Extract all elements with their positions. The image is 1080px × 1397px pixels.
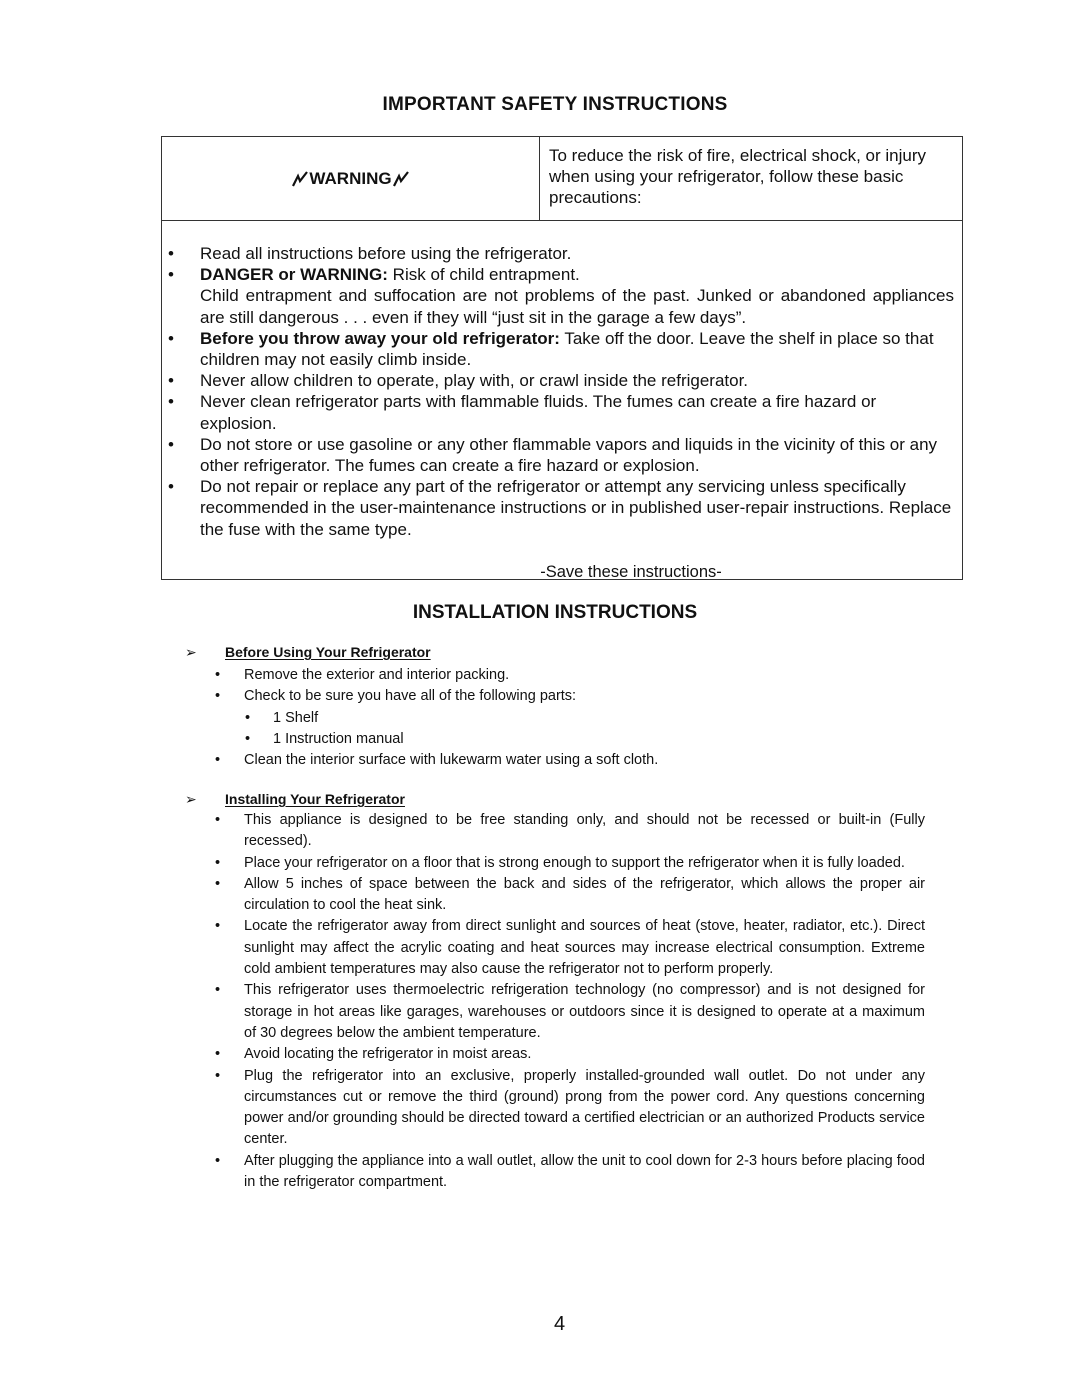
list-item: • Do not repair or replace any part of the refrigerator or attempt any servicing unless specifically recommended in the user-maintenance instructions or in published user-repair instructions. Replace the fuse with the same type. [168, 477, 952, 539]
arrow-bullet-icon: ➢ [185, 791, 197, 807]
warning-label: WARNING [309, 168, 392, 188]
list-item: • Before you throw away your old refrigerator: Take off the door. Leave the shelf in place so that children may not easily climb inside. [168, 328, 934, 370]
arrow-bullet-icon: ➢ [185, 644, 197, 660]
save-instructions-note: -Save these instructions- [540, 563, 722, 581]
page-number: 4 [554, 1313, 566, 1335]
list-item: • Check to be sure you have all of the following parts: [215, 688, 577, 705]
list-item: • Read all instructions before using the refrigerator. [168, 244, 572, 263]
parts-list-item: • 1 Shelf [245, 709, 319, 726]
parts-list-item: • 1 Instruction manual [245, 730, 404, 747]
list-item: • After plugging the appliance into a wall outlet, allow the unit to cool down for 2-3 hours before placing food in the refrigerator compartment. [215, 1152, 925, 1191]
installing-list [212, 810, 925, 1193]
list-item: • Never clean refrigerator parts with flammable fluids. The fumes can create a fire hazard or explosion. [168, 392, 877, 433]
list-item: • Locate the refrigerator away from direct sunlight and sources of heat (stove, heater, radiator, etc.). Direct sunlight may affect the acrylic coating and heat sources may increase electrical consumption. Extreme cold ambient temperatures may also cause the refrigerator not to perform properly. [215, 918, 925, 978]
list-item: • Allow 5 inches of space between the back and sides of the refrigerator, which allows the proper air circulation to cool the heat sink. [215, 875, 925, 914]
list-item: • Do not store or use gasoline or any other flammable vapors and liquids in the vicinity of this or any other refrigerator. The fumes can create a fire hazard or explosion. [168, 434, 938, 476]
before-using-list [212, 665, 925, 771]
warning-text: To reduce the risk of fire, electrical shock, or injury when using your refrigerator, follow these basic precautions: [549, 146, 926, 207]
list-item: • Place your refrigerator on a floor that is strong enough to support the refrigerator when it is fully loaded. [215, 854, 905, 871]
section-heading-installing: ➢ Installing Your Refrigerator [185, 791, 405, 807]
list-continuation: Child entrapment and suffocation are not problems of the past. Junked or abandoned appliances are still dangerous . . . even if they will “just sit in the garage a few days”. [200, 286, 954, 327]
list-item: • DANGER or WARNING: Risk of child entrapment. [168, 265, 580, 285]
lightning-icon [291, 170, 309, 188]
section-heading-before-using: ➢ Before Using Your Refrigerator [185, 644, 431, 660]
warning-label-cell [162, 137, 540, 220]
list-item: • This appliance is designed to be free standing only, and should not be recessed or built-in (Fully recessed). [215, 812, 925, 850]
list-item: • Avoid locating the refrigerator in moist areas. [215, 1046, 532, 1063]
safety-list [162, 243, 962, 540]
list-item: • Remove the exterior and interior packing. [215, 667, 510, 683]
installation-title: INSTALLATION INSTRUCTIONS [412, 602, 698, 623]
list-item: • This refrigerator uses thermoelectric refrigeration technology (no compressor) and is not designed for storage in hot areas like garages, warehouses or outdoors since it is designed to operate at a maximum of 30 degrees below the ambient temperature. [215, 982, 925, 1041]
list-item: • Clean the interior surface with lukewarm water using a soft cloth. [215, 752, 659, 769]
lightning-icon [392, 170, 410, 188]
list-item: • Plug the refrigerator into an exclusive, properly installed-grounded wall outlet. Do not under any circumstances cut or remove the third (ground) prong from the power cord. Any questions concerning power and/or grounding should be directed toward a certified electrician or an authorized Products service center. [215, 1067, 925, 1148]
warning-header [162, 137, 962, 221]
list-item: • Never allow children to operate, play with, or crawl inside the refrigerator. [168, 371, 749, 391]
page-title: IMPORTANT SAFETY INSTRUCTIONS [382, 94, 728, 115]
safety-box [161, 136, 963, 580]
